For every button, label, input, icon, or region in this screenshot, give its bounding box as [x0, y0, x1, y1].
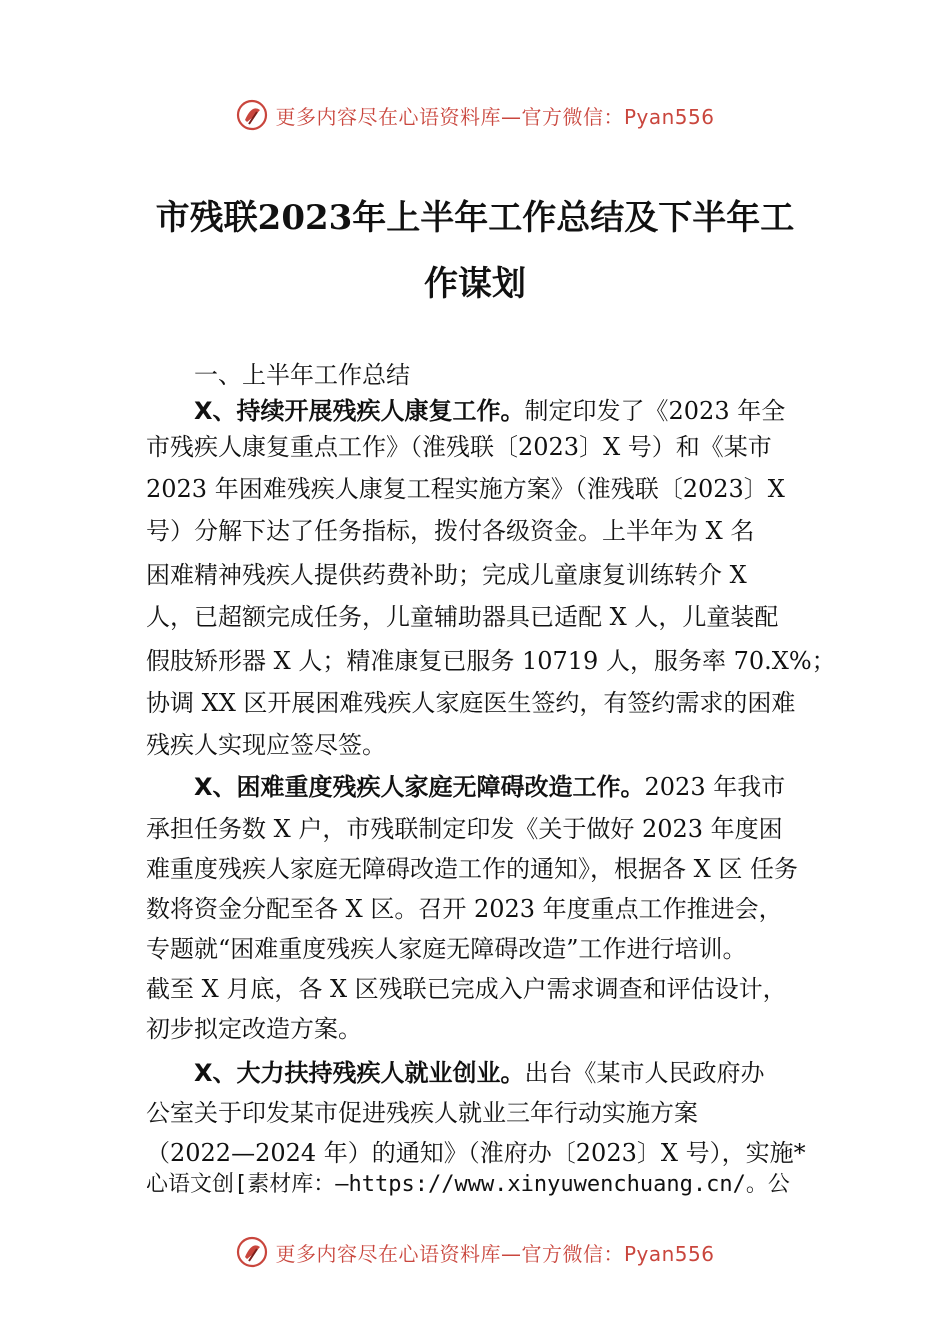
paragraph-3-text: 出台《某市人民政府办: [524, 1059, 765, 1087]
seal-logo-icon: [235, 98, 269, 132]
paragraph-2-line-1: [194, 772, 785, 802]
watermark-banner-top: [0, 95, 950, 135]
paragraph-3-line-1: [194, 1058, 765, 1088]
paragraph-1-line-3: 2023 年困难残疾人康复工程实施方案》（淮残联〔2023〕X: [146, 475, 785, 503]
paragraph-2-line-3: 难重度残疾人家庭无障碍改造工作的通知》，根据各 X 区 任务: [146, 855, 798, 883]
paragraph-1-line-6: 人，已超额完成任务，儿童辅助器具已适配 X 人，儿童装配: [146, 603, 779, 631]
paragraph-3-line-3: （2022—2024 年）的通知》（淮府办〔2023〕X 号），实施*: [146, 1139, 806, 1167]
seal-logo-icon: [235, 1235, 269, 1269]
paragraph-2-line-2: 承担任务数 X 户，市残联制定印发《关于做好 2023 年度困: [146, 815, 783, 843]
paragraph-2-line-7: 初步拟定改造方案。: [146, 1015, 362, 1043]
watermark-text: 更多内容尽在心语资料库—官方微信：Pyan556: [275, 104, 715, 129]
paragraph-2-lead: X、困难重度残疾人家庭无障碍改造工作。: [194, 773, 645, 801]
paragraph-1-line-8: 协调 XX 区开展困难残疾人家庭医生签约，有签约需求的困难: [146, 689, 796, 717]
paragraph-1-line-7: 假肢矫形器 X 人；精准康复已服务 10719 人，服务率 70.X%；: [146, 647, 836, 675]
paragraph-3-line-2: 公室关于印发某市促进残疾人就业三年行动实施方案: [146, 1099, 698, 1127]
document-title-line-2: 作谋划: [424, 264, 526, 304]
paragraph-3-lead: X、大力扶持残疾人就业创业。: [194, 1059, 525, 1087]
paragraph-1-line-9: 残疾人实现应签尽签。: [146, 731, 386, 759]
paragraph-2-line-6: 截至 X 月底，各 X 区残联已完成入户需求调查和评估设计，: [146, 975, 787, 1003]
paragraph-1-line-2: 市残疾人康复重点工作》（淮残联〔2023〕X 号）和《某市: [146, 433, 772, 461]
watermark-text: 更多内容尽在心语资料库—官方微信：Pyan556: [275, 1241, 715, 1266]
paragraph-2-line-4: 数将资金分配至各 X 区。召开 2023 年度重点工作推进会，: [146, 895, 783, 923]
section-heading: 一、上半年工作总结: [194, 361, 410, 389]
paragraph-3-line-4: 心语文创[素材库：—https://www.xinyuwenchuang.cn/。公: [146, 1172, 790, 1197]
paragraph-2-text: 2023 年我市: [644, 773, 786, 801]
paragraph-2-line-5: 专题就“困难重度残疾人家庭无障碍改造”工作进行培训。: [146, 935, 747, 963]
document-title-line-1: 市残联2023年上半年工作总结及下半年工: [155, 198, 795, 238]
paragraph-1-line-5: 困难精神残疾人提供药费补助；完成儿童康复训练转介 X: [146, 561, 747, 589]
paragraph-1-line-4: 号）分解下达了任务指标，拨付各级资金。上半年为 X 名: [146, 517, 755, 545]
paragraph-1-lead: X、持续开展残疾人康复工作。: [194, 397, 525, 425]
paragraph-1-text: 制定印发了《2023 年全: [524, 397, 786, 425]
watermark-banner-bottom: [0, 1232, 950, 1272]
paragraph-1-line-1: [194, 396, 785, 426]
